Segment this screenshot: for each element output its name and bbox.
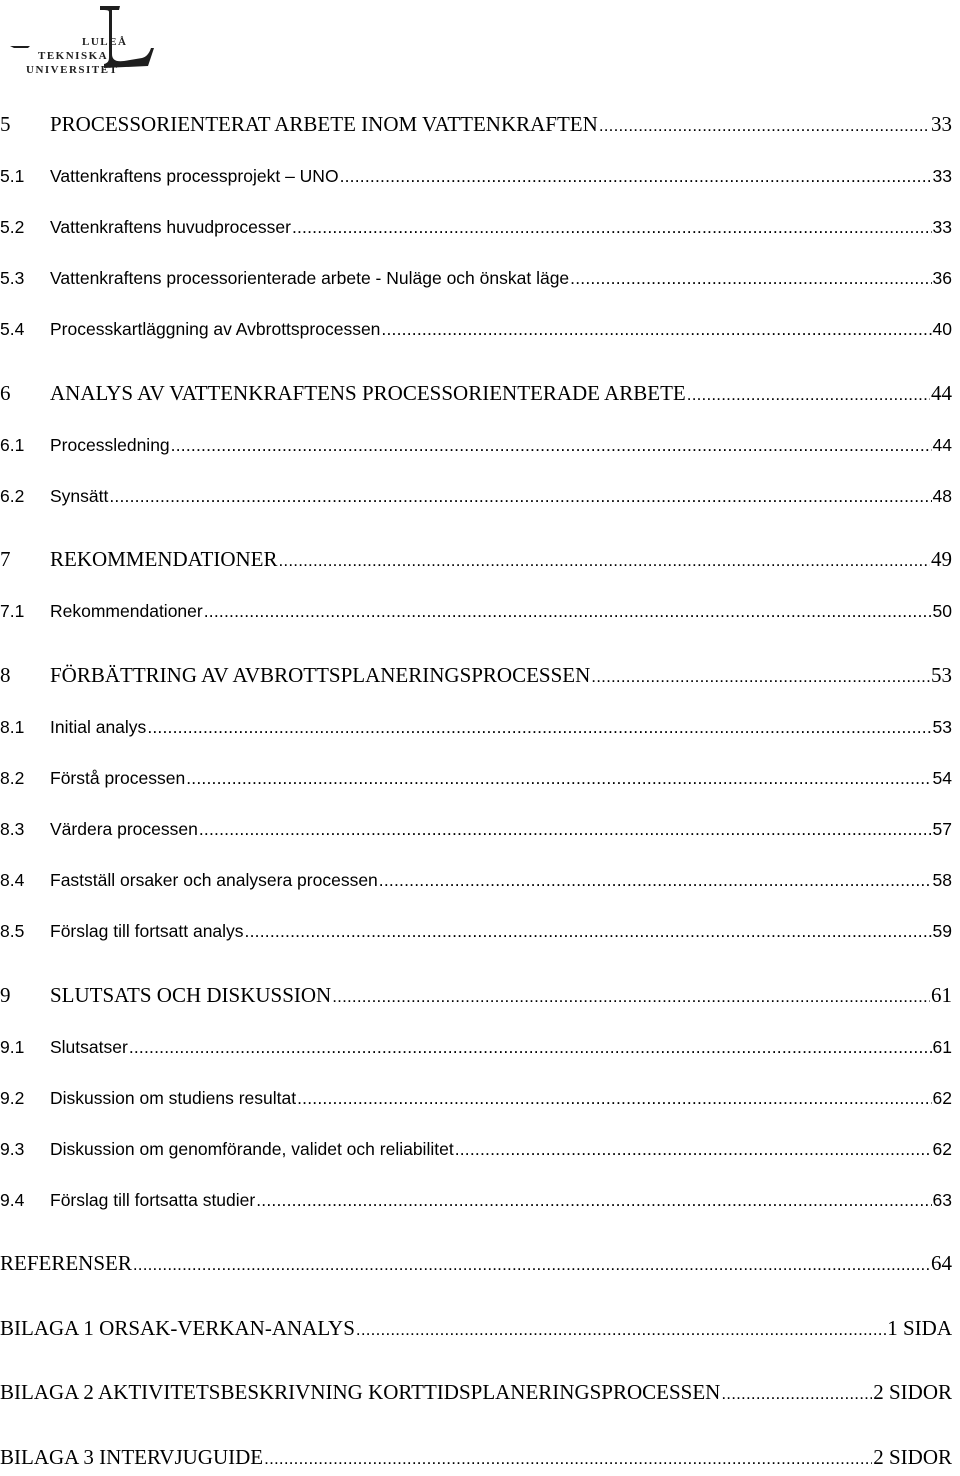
- toc-entry-9-4[interactable]: [0, 1190, 952, 1211]
- toc-title: SLUTSATS OCH DISKUSSION: [50, 983, 332, 1007]
- toc-title: BILAGA 2 AKTIVITETSBESKRIVNING KORTTIDSPLANERINGSPROCESSEN: [0, 1380, 721, 1404]
- toc-number: 5.4: [0, 319, 25, 339]
- toc-entry-8-5[interactable]: [0, 921, 952, 942]
- toc-leader: [109, 486, 931, 507]
- toc-page-number: 57: [932, 819, 952, 839]
- toc-entry-9-1[interactable]: [0, 1037, 952, 1058]
- toc-page-number: 50: [932, 601, 952, 621]
- toc-leader: [147, 717, 931, 738]
- toc-entry-6-1[interactable]: [0, 435, 952, 456]
- toc-page-number: 44: [931, 381, 952, 405]
- toc-title: Diskussion om studiens resultat: [50, 1088, 297, 1108]
- toc-leader: [171, 435, 932, 456]
- toc-title: Fastställ orsaker och analysera processen: [50, 870, 378, 890]
- toc-page-number: 62: [932, 1139, 952, 1159]
- toc-page-number: 40: [932, 319, 952, 339]
- toc-page-number: 33: [932, 217, 952, 237]
- toc-entry-chapter-8[interactable]: [0, 663, 952, 688]
- toc-entry-chapter-6[interactable]: [0, 381, 952, 406]
- toc-entry-8-1[interactable]: [0, 717, 952, 738]
- toc-number: 8: [0, 663, 11, 687]
- toc-leader: [591, 663, 930, 688]
- toc-title: Diskussion om genomförande, validet och reliabilitet: [50, 1139, 454, 1159]
- toc-leader: [186, 768, 931, 789]
- toc-leader: [455, 1139, 932, 1160]
- toc-page-number: 36: [932, 268, 952, 288]
- toc-title: ANALYS AV VATTENKRAFTENS PROCESSORIENTERADE ARBETE: [50, 381, 686, 405]
- toc-number: 7: [0, 547, 11, 571]
- toc-number: 8.3: [0, 819, 25, 839]
- toc-title: Värdera processen: [50, 819, 198, 839]
- toc-number: 6: [0, 381, 11, 405]
- toc-number: 8.4: [0, 870, 25, 890]
- toc-entry-chapter-5[interactable]: [0, 112, 952, 137]
- toc-page-number: 61: [931, 983, 952, 1007]
- toc-page-number: 33: [931, 112, 952, 136]
- toc-number: 5.3: [0, 268, 25, 288]
- toc-leader: [204, 601, 932, 622]
- toc-title: Rekommendationer: [50, 601, 203, 621]
- toc-page-number: 44: [932, 435, 952, 455]
- toc-entry-8-2[interactable]: [0, 768, 952, 789]
- logo-text-line3: UNIVERSITET: [26, 64, 119, 76]
- toc-leader: [599, 112, 930, 137]
- toc-entry-chapter-9[interactable]: [0, 983, 952, 1008]
- toc-number: 8.5: [0, 921, 25, 941]
- toc-entry-5-1[interactable]: [0, 166, 952, 187]
- toc-page-number: 54: [932, 768, 952, 788]
- toc-entry-appendix-1[interactable]: [0, 1316, 952, 1341]
- toc-entry-appendix-2[interactable]: [0, 1380, 952, 1405]
- toc-number: 9.3: [0, 1139, 25, 1159]
- logo-text-line1: LULEÅ: [82, 36, 128, 48]
- toc-entry-9-2[interactable]: [0, 1088, 952, 1109]
- toc-leader: [279, 547, 931, 572]
- toc-number: 8.1: [0, 717, 25, 737]
- toc-leader: [256, 1190, 931, 1211]
- toc-entry-5-2[interactable]: [0, 217, 952, 238]
- toc-title: Slutsatser: [50, 1037, 128, 1057]
- toc-number: 5.2: [0, 217, 25, 237]
- toc-leader: [292, 217, 932, 238]
- toc-leader: [133, 1251, 930, 1276]
- toc-leader: [332, 983, 930, 1008]
- toc-title: Processledning: [50, 435, 170, 455]
- toc-title: REFERENSER: [0, 1251, 132, 1275]
- toc-leader: [721, 1380, 872, 1405]
- toc-title: Initial analys: [50, 717, 147, 737]
- toc-entry-8-3[interactable]: [0, 819, 952, 840]
- toc-leader: [245, 921, 932, 942]
- toc-title: Processkartläggning av Avbrottsprocessen: [50, 319, 381, 339]
- toc-page-number: 33: [932, 166, 952, 186]
- toc-title: Förslag till fortsatt analys: [50, 921, 244, 941]
- toc-entry-5-4[interactable]: [0, 319, 952, 340]
- toc-leader: [264, 1445, 872, 1470]
- toc-page-number: 58: [932, 870, 952, 890]
- toc-title: BILAGA 1 ORSAK-VERKAN-ANALYS: [0, 1316, 355, 1340]
- toc-entry-6-2[interactable]: [0, 486, 952, 507]
- toc-entry-references[interactable]: [0, 1251, 952, 1276]
- toc-title: Synsätt: [50, 486, 109, 506]
- university-logo: [8, 2, 158, 78]
- toc-number: 6.1: [0, 435, 25, 455]
- toc-entry-7-1[interactable]: [0, 601, 952, 622]
- toc-leader: [297, 1088, 931, 1109]
- toc-page-number: 1 SIDA: [887, 1316, 952, 1340]
- toc-leader: [199, 819, 932, 840]
- toc-leader: [340, 166, 932, 187]
- toc-number: 9.1: [0, 1037, 25, 1057]
- toc-title: Vattenkraftens huvudprocesser: [50, 217, 291, 237]
- toc-title: Förstå processen: [50, 768, 186, 788]
- toc-number: 6.2: [0, 486, 25, 506]
- toc-page-number: 48: [932, 486, 952, 506]
- toc-leader: [129, 1037, 932, 1058]
- toc-page-number: 53: [932, 717, 952, 737]
- logo-text-line2: TEKNISKA: [38, 50, 109, 62]
- toc-number: 5.1: [0, 166, 25, 186]
- toc-number: 7.1: [0, 601, 25, 621]
- toc-entry-9-3[interactable]: [0, 1139, 952, 1160]
- toc-number: 9.4: [0, 1190, 25, 1210]
- toc-leader: [687, 381, 930, 406]
- toc-page-number: 53: [931, 663, 952, 687]
- toc-page-number: 59: [932, 921, 952, 941]
- toc-entry-appendix-3[interactable]: [0, 1445, 952, 1470]
- toc-page-number: 49: [931, 547, 952, 571]
- toc-entry-8-4[interactable]: [0, 870, 952, 891]
- toc-title: PROCESSORIENTERAT ARBETE INOM VATTENKRAFTEN: [50, 112, 598, 136]
- toc-number: 8.2: [0, 768, 25, 788]
- toc-page-number: 2 SIDOR: [873, 1380, 952, 1404]
- toc-number: 5: [0, 112, 11, 136]
- toc-title: Vattenkraftens processorienterade arbete - Nuläge och önskat läge: [50, 268, 570, 288]
- toc-number: 9: [0, 983, 11, 1007]
- toc-page-number: 61: [932, 1037, 952, 1057]
- toc-title: BILAGA 3 INTERVJUGUIDE: [0, 1445, 264, 1469]
- toc-page-number: 63: [932, 1190, 952, 1210]
- toc-title: REKOMMENDATIONER: [50, 547, 278, 571]
- toc-leader: [570, 268, 931, 289]
- toc-title: Vattenkraftens processprojekt – UNO: [50, 166, 339, 186]
- toc-entry-5-3[interactable]: [0, 268, 952, 289]
- toc-page-number: 64: [931, 1251, 952, 1275]
- toc-leader: [356, 1316, 886, 1341]
- toc-leader: [381, 319, 931, 340]
- toc-leader: [379, 870, 932, 891]
- toc-title: Förslag till fortsatta studier: [50, 1190, 256, 1210]
- toc-page-number: 62: [932, 1088, 952, 1108]
- toc-number: 9.2: [0, 1088, 25, 1108]
- toc-page-number: 2 SIDOR: [873, 1445, 952, 1469]
- toc-entry-chapter-7[interactable]: [0, 547, 952, 572]
- toc-title: FÖRBÄTTRING AV AVBROTTSPLANERINGSPROCESSEN: [50, 663, 591, 687]
